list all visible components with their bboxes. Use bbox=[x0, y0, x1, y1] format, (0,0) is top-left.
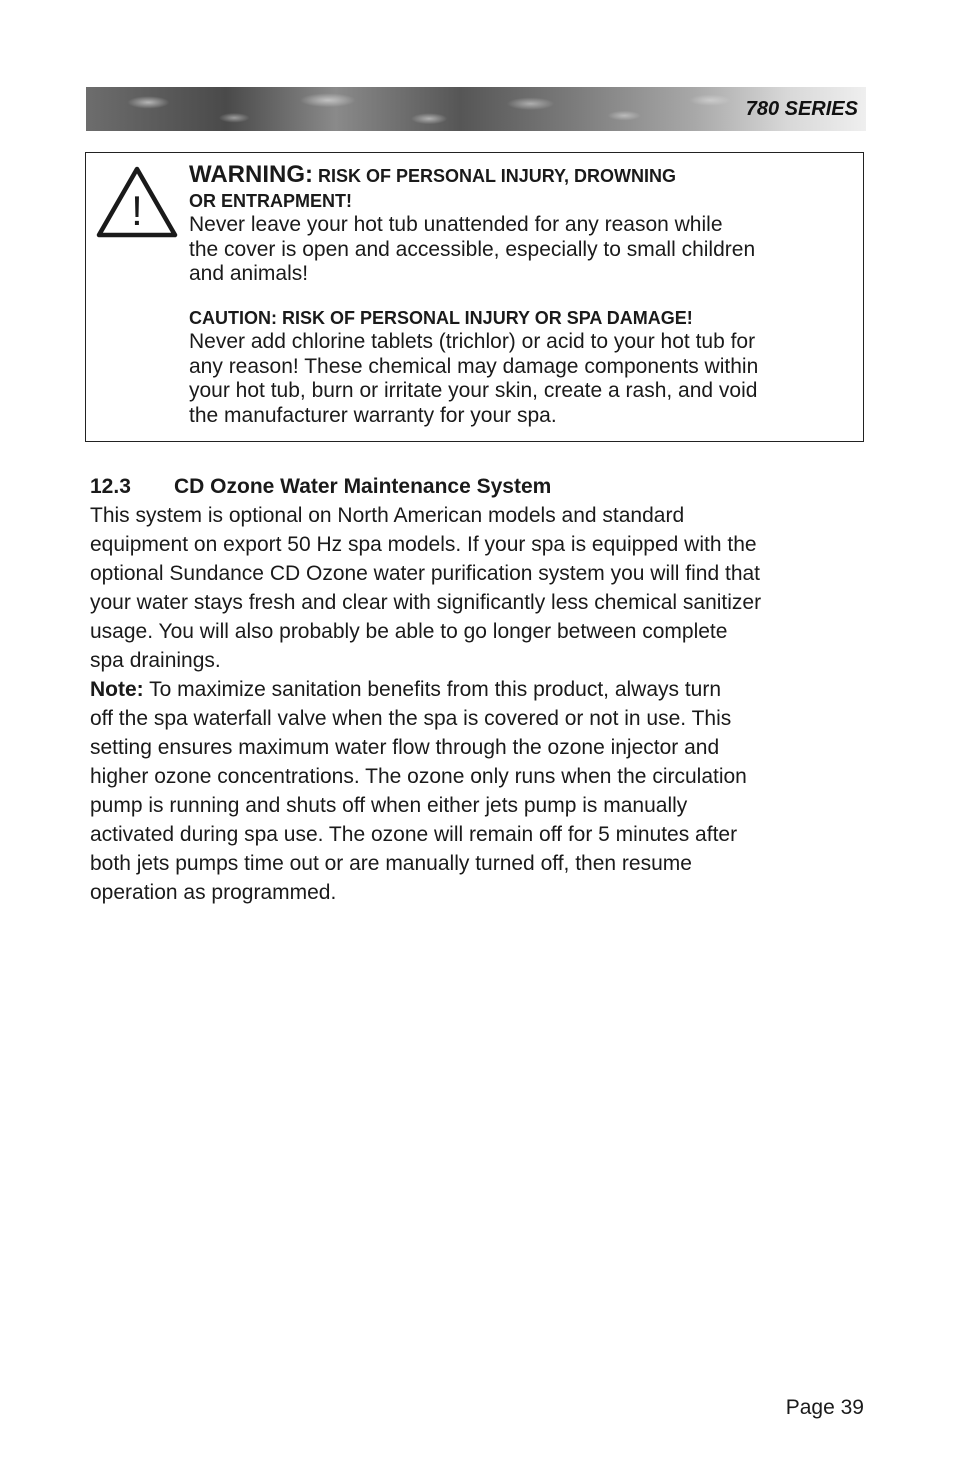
note-line: operation as programmed. bbox=[90, 881, 337, 904]
section-number: 12.3 bbox=[90, 475, 131, 498]
intro-line: your water stays fresh and clear with significantly less chemical sanitizer bbox=[90, 591, 762, 614]
note-line: activated during spa use. The ozone will remain off for 5 minutes after bbox=[90, 823, 738, 846]
note-line: both jets pumps time out or are manually turned off, then resume bbox=[90, 852, 692, 875]
intro-line: spa drainings. bbox=[90, 649, 221, 672]
intro-line: equipment on export 50 Hz spa models. If your spa is equipped with the bbox=[90, 533, 757, 556]
intro-line: optional Sundance CD Ozone water purification system you will find that bbox=[90, 562, 761, 585]
note-line: pump is running and shuts off when either jets pump is manually bbox=[90, 794, 688, 817]
warning-box bbox=[85, 152, 864, 442]
warning-risk-line2: OR ENTRAPMENT! bbox=[189, 190, 352, 211]
note-paragraph bbox=[90, 675, 870, 907]
note-label: Note: bbox=[90, 678, 144, 701]
warning-risk-line1: RISK OF PERSONAL INJURY, DROWNING bbox=[318, 166, 677, 186]
intro-line: usage. You will also probably be able to go longer between complete bbox=[90, 620, 728, 643]
section-title: CD Ozone Water Maintenance System bbox=[174, 475, 552, 498]
section-12-3 bbox=[90, 472, 870, 907]
warning-body-line: Never leave your hot tub unattended for any reason while bbox=[189, 213, 723, 236]
warning-label: WARNING: bbox=[189, 161, 313, 188]
warning-body bbox=[189, 213, 849, 287]
caution-heading: CAUTION: RISK OF PERSONAL INJURY OR SPA DAMAGE! bbox=[189, 307, 693, 328]
section-heading bbox=[90, 472, 870, 501]
header-banner bbox=[86, 87, 866, 131]
svg-text:!: ! bbox=[131, 187, 143, 234]
section-intro-paragraph bbox=[90, 501, 870, 675]
note-line: setting ensures maximum water flow through the ozone injector and bbox=[90, 736, 720, 759]
intro-line: This system is optional on North American models and standard bbox=[90, 504, 685, 527]
note-line: To maximize sanitation benefits from this product, always turn bbox=[143, 678, 722, 701]
warning-heading bbox=[189, 163, 849, 213]
page-number: Page 39 bbox=[785, 1396, 864, 1419]
warning-content bbox=[189, 163, 849, 428]
note-line: off the spa waterfall valve when the spa is covered or not in use. This bbox=[90, 707, 732, 730]
note-line: higher ozone concentrations. The ozone only runs when the circulation bbox=[90, 765, 747, 788]
caution-body-line: Never add chlorine tablets (trichlor) or acid to your hot tub for bbox=[189, 330, 756, 353]
series-title: 780 SERIES bbox=[745, 98, 858, 120]
caution-body-line: the manufacturer warranty for your spa. bbox=[189, 403, 557, 427]
caution-body bbox=[189, 330, 849, 428]
warning-body-line: the cover is open and accessible, especially to small children bbox=[189, 237, 756, 261]
warning-body-line: and animals! bbox=[189, 262, 309, 285]
caution-body-line: your hot tub, burn or irritate your skin, create a rash, and void bbox=[189, 379, 758, 402]
caution-body-line: any reason! These chemical may damage components within bbox=[189, 354, 759, 378]
warning-triangle-icon bbox=[96, 165, 178, 239]
